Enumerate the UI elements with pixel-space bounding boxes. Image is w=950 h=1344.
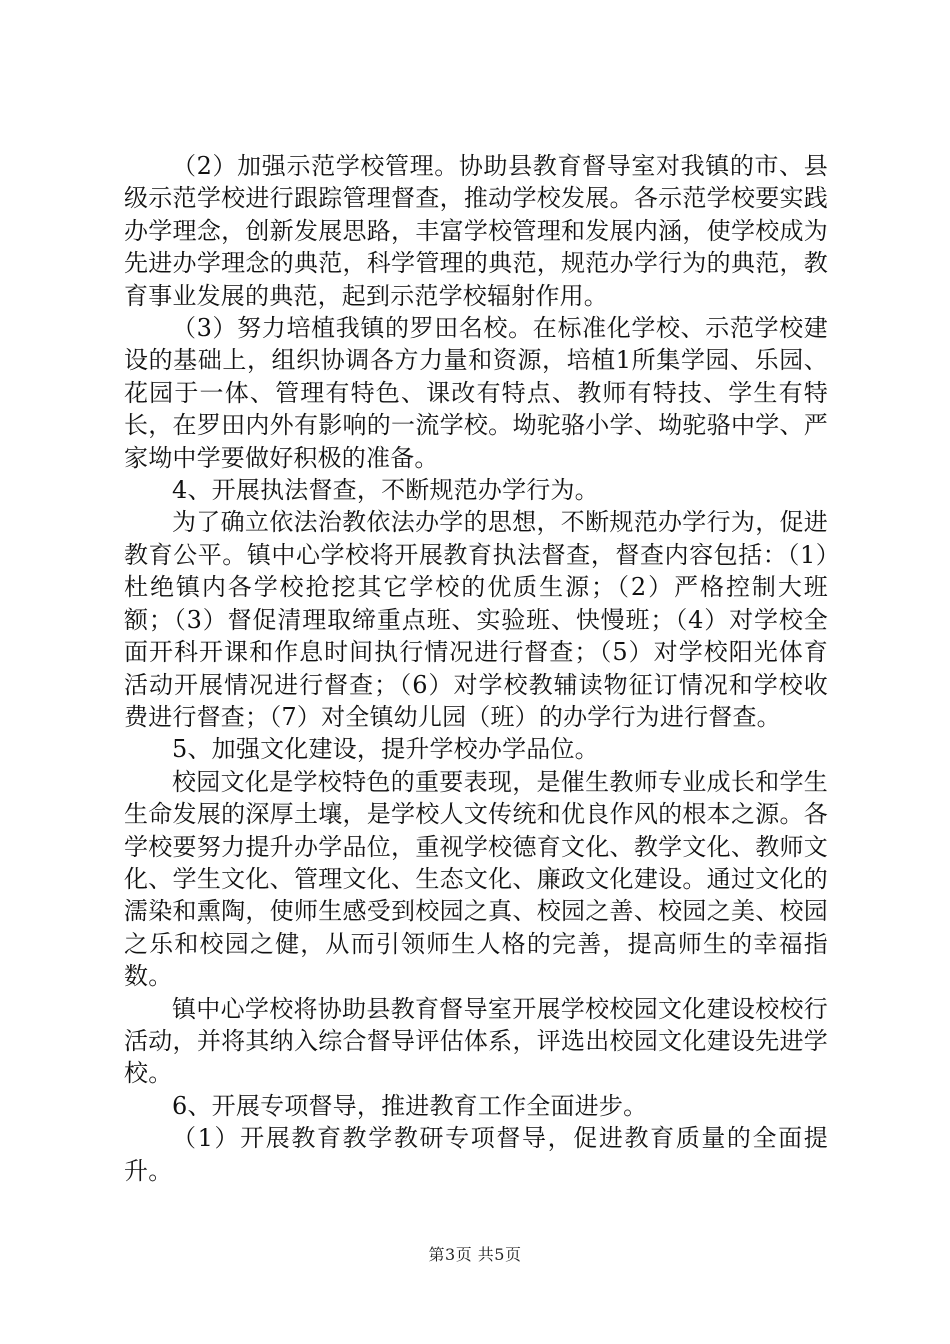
page-number-footer: 第3页 共5页 — [428, 1245, 522, 1264]
paragraph-demonstration-school: （2）加强示范学校管理。协助县教育督导室对我镇的市、县级示范学校进行跟踪管理督查，推动学校发展。各示范学校要实践办学理念，创新发展思路，丰富学校管理和发展内涵，使学校成为先进办学理念的典范，科学管理的典范，规范办学行为的典范，教育事业发展的典范，起到示范学校辐射作用。 — [124, 152, 828, 310]
heading-law-enforcement: 4、开展执法督查，不断规范办学行为。 — [172, 476, 599, 505]
document-body — [124, 150, 828, 1187]
paragraph-law-enforcement: 为了确立依法治教依法办学的思想，不断规范办学行为，促进教育公平。镇中心学校将开展教育执法督查，督查内容包括：（1）杜绝镇内各学校抢挖其它学校的优质生源；（2）严格控制大班额；（3）督促清理取缔重点班、实验班、快慢班；（4）对学校全面开科开课和作息时间执行情况进行督查；（5）对学校阳光体育活动开展情况进行督查；（6）对学校教辅读物征订情况和学校收费进行督查；（7）对全镇幼儿园（班）的办学行为进行督查。 — [124, 508, 828, 731]
paragraph-campus-culture: 校园文化是学校特色的重要表现，是催生教师专业成长和学生生命发展的深厚土壤，是学校人文传统和优良作风的根本之源。各学校要努力提升办学品位，重视学校德育文化、教学文化、教师文化、学生文化、管理文化、生态文化、廉政文化建设。通过文化的濡染和熏陶，使师生感受到校园之真、校园之善、校园之美、校园之乐和校园之健，从而引领师生人格的完善，提高师生的幸福指数。 — [124, 767, 828, 991]
heading-special-supervision: 6、开展专项督导，推进教育工作全面进步。 — [172, 1091, 648, 1120]
paragraph-teaching-supervision: （1）开展教育教学教研专项督导，促进教育质量的全面提升。 — [124, 1124, 828, 1185]
heading-culture-building: 5、加强文化建设，提升学校办学品位。 — [172, 735, 599, 764]
paragraph-culture-evaluation: 镇中心学校将协助县教育督导室开展学校校园文化建设校校行活动，并将其纳入综合督导评估体系，评选出校园文化建设先进学校。 — [124, 994, 828, 1088]
paragraph-famous-school: （3）努力培植我镇的罗田名校。在标准化学校、示范学校建设的基础上，组织协调各方力量和资源，培植1所集学园、乐园、花园于一体、管理有特色、课改有特点、教师有特技、学生有特长，在罗田内外有影响的一流学校。坳驼骆小学、坳驼骆中学、严家坳中学要做好积极的准备。 — [124, 314, 828, 472]
